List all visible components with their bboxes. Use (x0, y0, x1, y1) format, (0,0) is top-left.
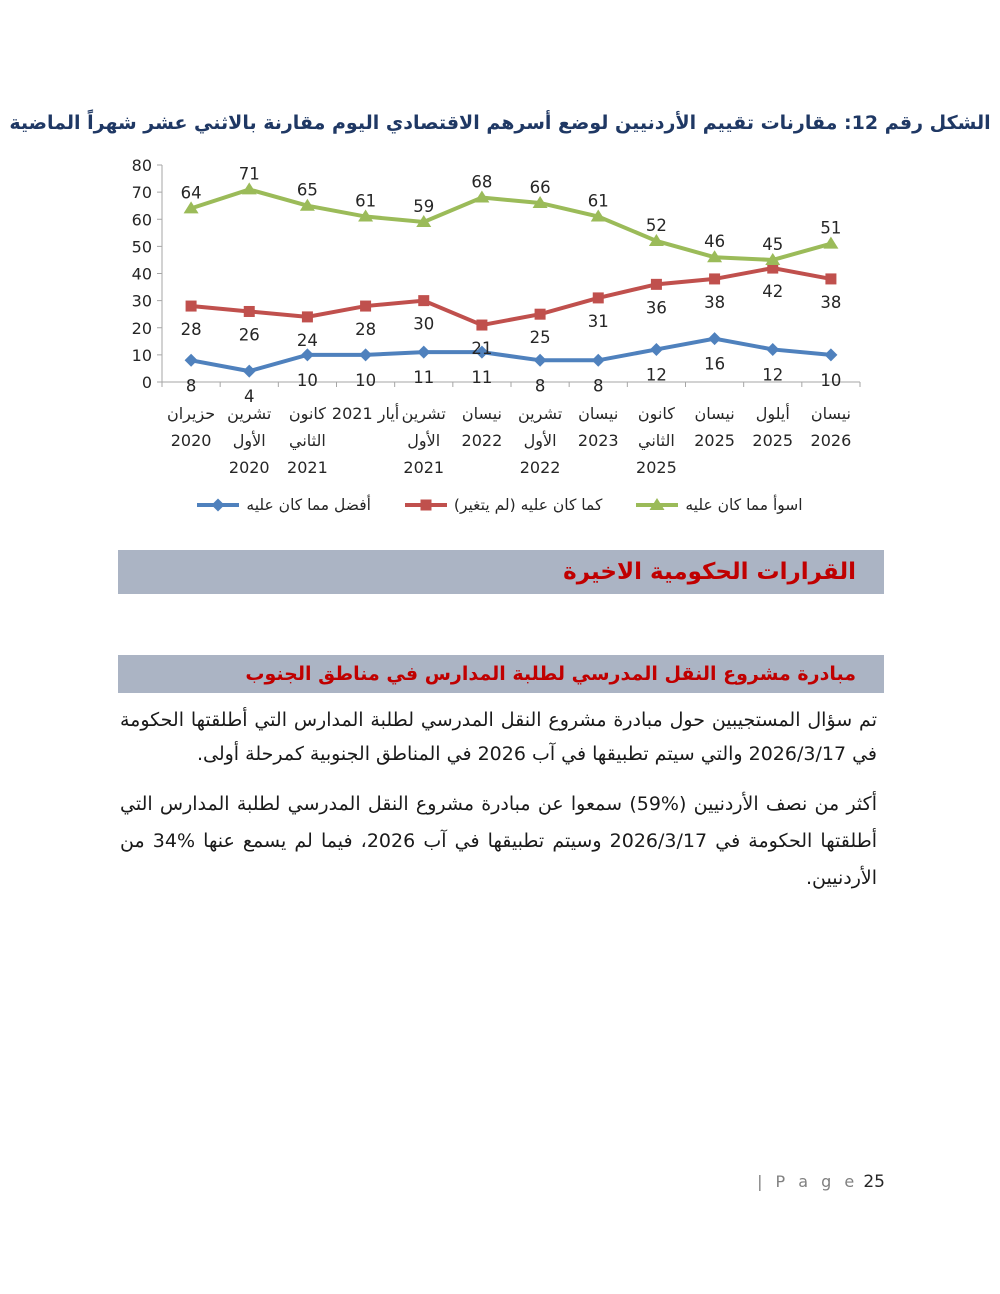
page-footer (757, 1172, 885, 1192)
figure-title: الشكل رقم 12: مقارنات تقييم الأردنيين لوضع أسرهم الاقتصادي اليوم مقارنة بالاثني عشر شهراً الماضية (9, 112, 991, 134)
svg-text:50: 50 (131, 237, 152, 257)
svg-text:8: 8 (593, 376, 604, 396)
svg-text:28: 28 (180, 320, 202, 340)
svg-text:46: 46 (704, 232, 726, 252)
svg-text:2025: 2025 (752, 431, 794, 450)
svg-text:30: 30 (131, 291, 152, 311)
svg-text:2022: 2022 (461, 431, 503, 450)
svg-text:61: 61 (355, 191, 377, 211)
svg-text:2022: 2022 (519, 458, 561, 477)
svg-text:نيسان: نيسان (578, 404, 619, 423)
svg-text:أيلول: أيلول (755, 404, 790, 423)
svg-text:61: 61 (587, 191, 609, 211)
svg-text:28: 28 (355, 320, 377, 340)
svg-text:42: 42 (762, 282, 784, 302)
svg-text:نيسان: نيسان (694, 404, 735, 423)
svg-text:2021: 2021 (287, 458, 328, 477)
svg-text:كانون: كانون (637, 404, 675, 423)
svg-text:2025: 2025 (636, 458, 677, 477)
svg-text:70: 70 (131, 183, 152, 203)
svg-text:الثاني: الثاني (638, 431, 675, 450)
svg-text:حزيران: حزيران (166, 404, 216, 423)
svg-text:تشرين: تشرين (517, 404, 563, 423)
square-marker-icon (405, 497, 447, 513)
svg-text:0: 0 (141, 373, 152, 392)
section-heading-school-transport (118, 655, 884, 693)
svg-text:21: 21 (471, 339, 493, 359)
svg-text:2023: 2023 (577, 431, 619, 450)
svg-text:38: 38 (820, 292, 842, 312)
legend-item-worse (636, 496, 802, 514)
svg-text:2025: 2025 (694, 431, 735, 450)
svg-text:12: 12 (645, 365, 667, 385)
svg-text:31: 31 (587, 311, 609, 331)
svg-text:38: 38 (704, 292, 726, 312)
svg-text:68: 68 (471, 172, 493, 192)
svg-text:66: 66 (529, 177, 551, 197)
svg-text:45: 45 (762, 234, 784, 254)
legend-item-same (405, 496, 602, 514)
svg-text:10: 10 (820, 370, 842, 390)
svg-text:60: 60 (131, 210, 152, 230)
svg-text:الأول: الأول (523, 431, 557, 450)
svg-text:16: 16 (704, 354, 726, 374)
paragraph-survey-question: تم سؤال المستجيبين حول مبادرة مشروع النقل المدرسي لطلبة المدارس التي أطلقتها الحكومة في 2026/3/17 والتي سيتم تطبيقها في آب 2026 في المناطق الجنوبية كمرحلة أولى. (120, 709, 877, 765)
svg-text:65: 65 (296, 180, 318, 200)
svg-text:نيسان: نيسان (461, 404, 503, 423)
svg-text:10: 10 (355, 370, 377, 390)
svg-text:52: 52 (645, 215, 667, 235)
svg-text:الثاني: الثاني (289, 431, 326, 450)
svg-text:20: 20 (131, 318, 152, 338)
svg-text:64: 64 (180, 183, 202, 203)
figure-12-line-chart (115, 155, 885, 495)
svg-text:2026: 2026 (810, 431, 852, 450)
svg-text:71: 71 (238, 164, 260, 184)
legend-item-better (197, 496, 371, 514)
paragraph-survey-result: أكثر من نصف الأردنيين (%59) سمعوا عن مبادرة مشروع النقل المدرسي لطلبة المدارس التي أطلقتها الحكومة في 2026/3/17 وسيتم تطبيقها في آب 2026، فيما لم يسمع عنها %34 من الأردنيين. (120, 793, 878, 889)
svg-text:12: 12 (762, 365, 784, 385)
svg-text:25: 25 (529, 328, 551, 348)
svg-text:الأول: الأول (232, 431, 266, 450)
svg-text:تشرين: تشرين (401, 404, 446, 423)
page-number: 25 (863, 1172, 885, 1192)
svg-text:أيار 2021: أيار 2021 (331, 404, 400, 423)
svg-text:26: 26 (238, 325, 260, 345)
svg-text:4: 4 (244, 387, 255, 407)
svg-text:2020: 2020 (170, 431, 212, 450)
svg-text:الأول: الأول (407, 431, 441, 450)
svg-text:8: 8 (534, 376, 546, 396)
svg-text:40: 40 (131, 264, 152, 284)
section-heading-2-text: مبادرة مشروع النقل المدرسي لطلبة المدارس في مناطق الجنوب (245, 663, 856, 685)
svg-text:10: 10 (296, 370, 318, 390)
svg-text:8: 8 (185, 376, 197, 396)
svg-text:59: 59 (413, 196, 435, 216)
svg-text:كانون: كانون (288, 404, 326, 423)
svg-text:11: 11 (413, 368, 435, 388)
section-heading-government-decisions (118, 550, 884, 594)
svg-text:11: 11 (471, 368, 493, 388)
legend-label-better: أفضل مما كان عليه (246, 496, 371, 514)
svg-text:30: 30 (413, 314, 435, 334)
svg-text:80: 80 (131, 156, 152, 175)
legend-label-worse: اسوأ مما كان عليه (685, 496, 803, 514)
svg-text:36: 36 (645, 298, 667, 318)
triangle-marker-icon (636, 497, 678, 513)
svg-text:24: 24 (296, 330, 318, 350)
svg-text:2020: 2020 (228, 458, 270, 477)
svg-text:تشرين: تشرين (227, 404, 272, 423)
page-label: | P a g e (757, 1172, 859, 1191)
svg-text:51: 51 (820, 218, 842, 238)
svg-text:نيسان: نيسان (810, 404, 852, 423)
diamond-marker-icon (197, 497, 239, 513)
svg-text:2021: 2021 (403, 458, 445, 477)
svg-text:10: 10 (131, 345, 152, 365)
section-heading-1-text: القرارات الحكومية الاخيرة (563, 559, 856, 585)
legend-label-same: كما كان عليه (لم يتغير) (453, 496, 603, 514)
chart-legend (115, 496, 885, 514)
